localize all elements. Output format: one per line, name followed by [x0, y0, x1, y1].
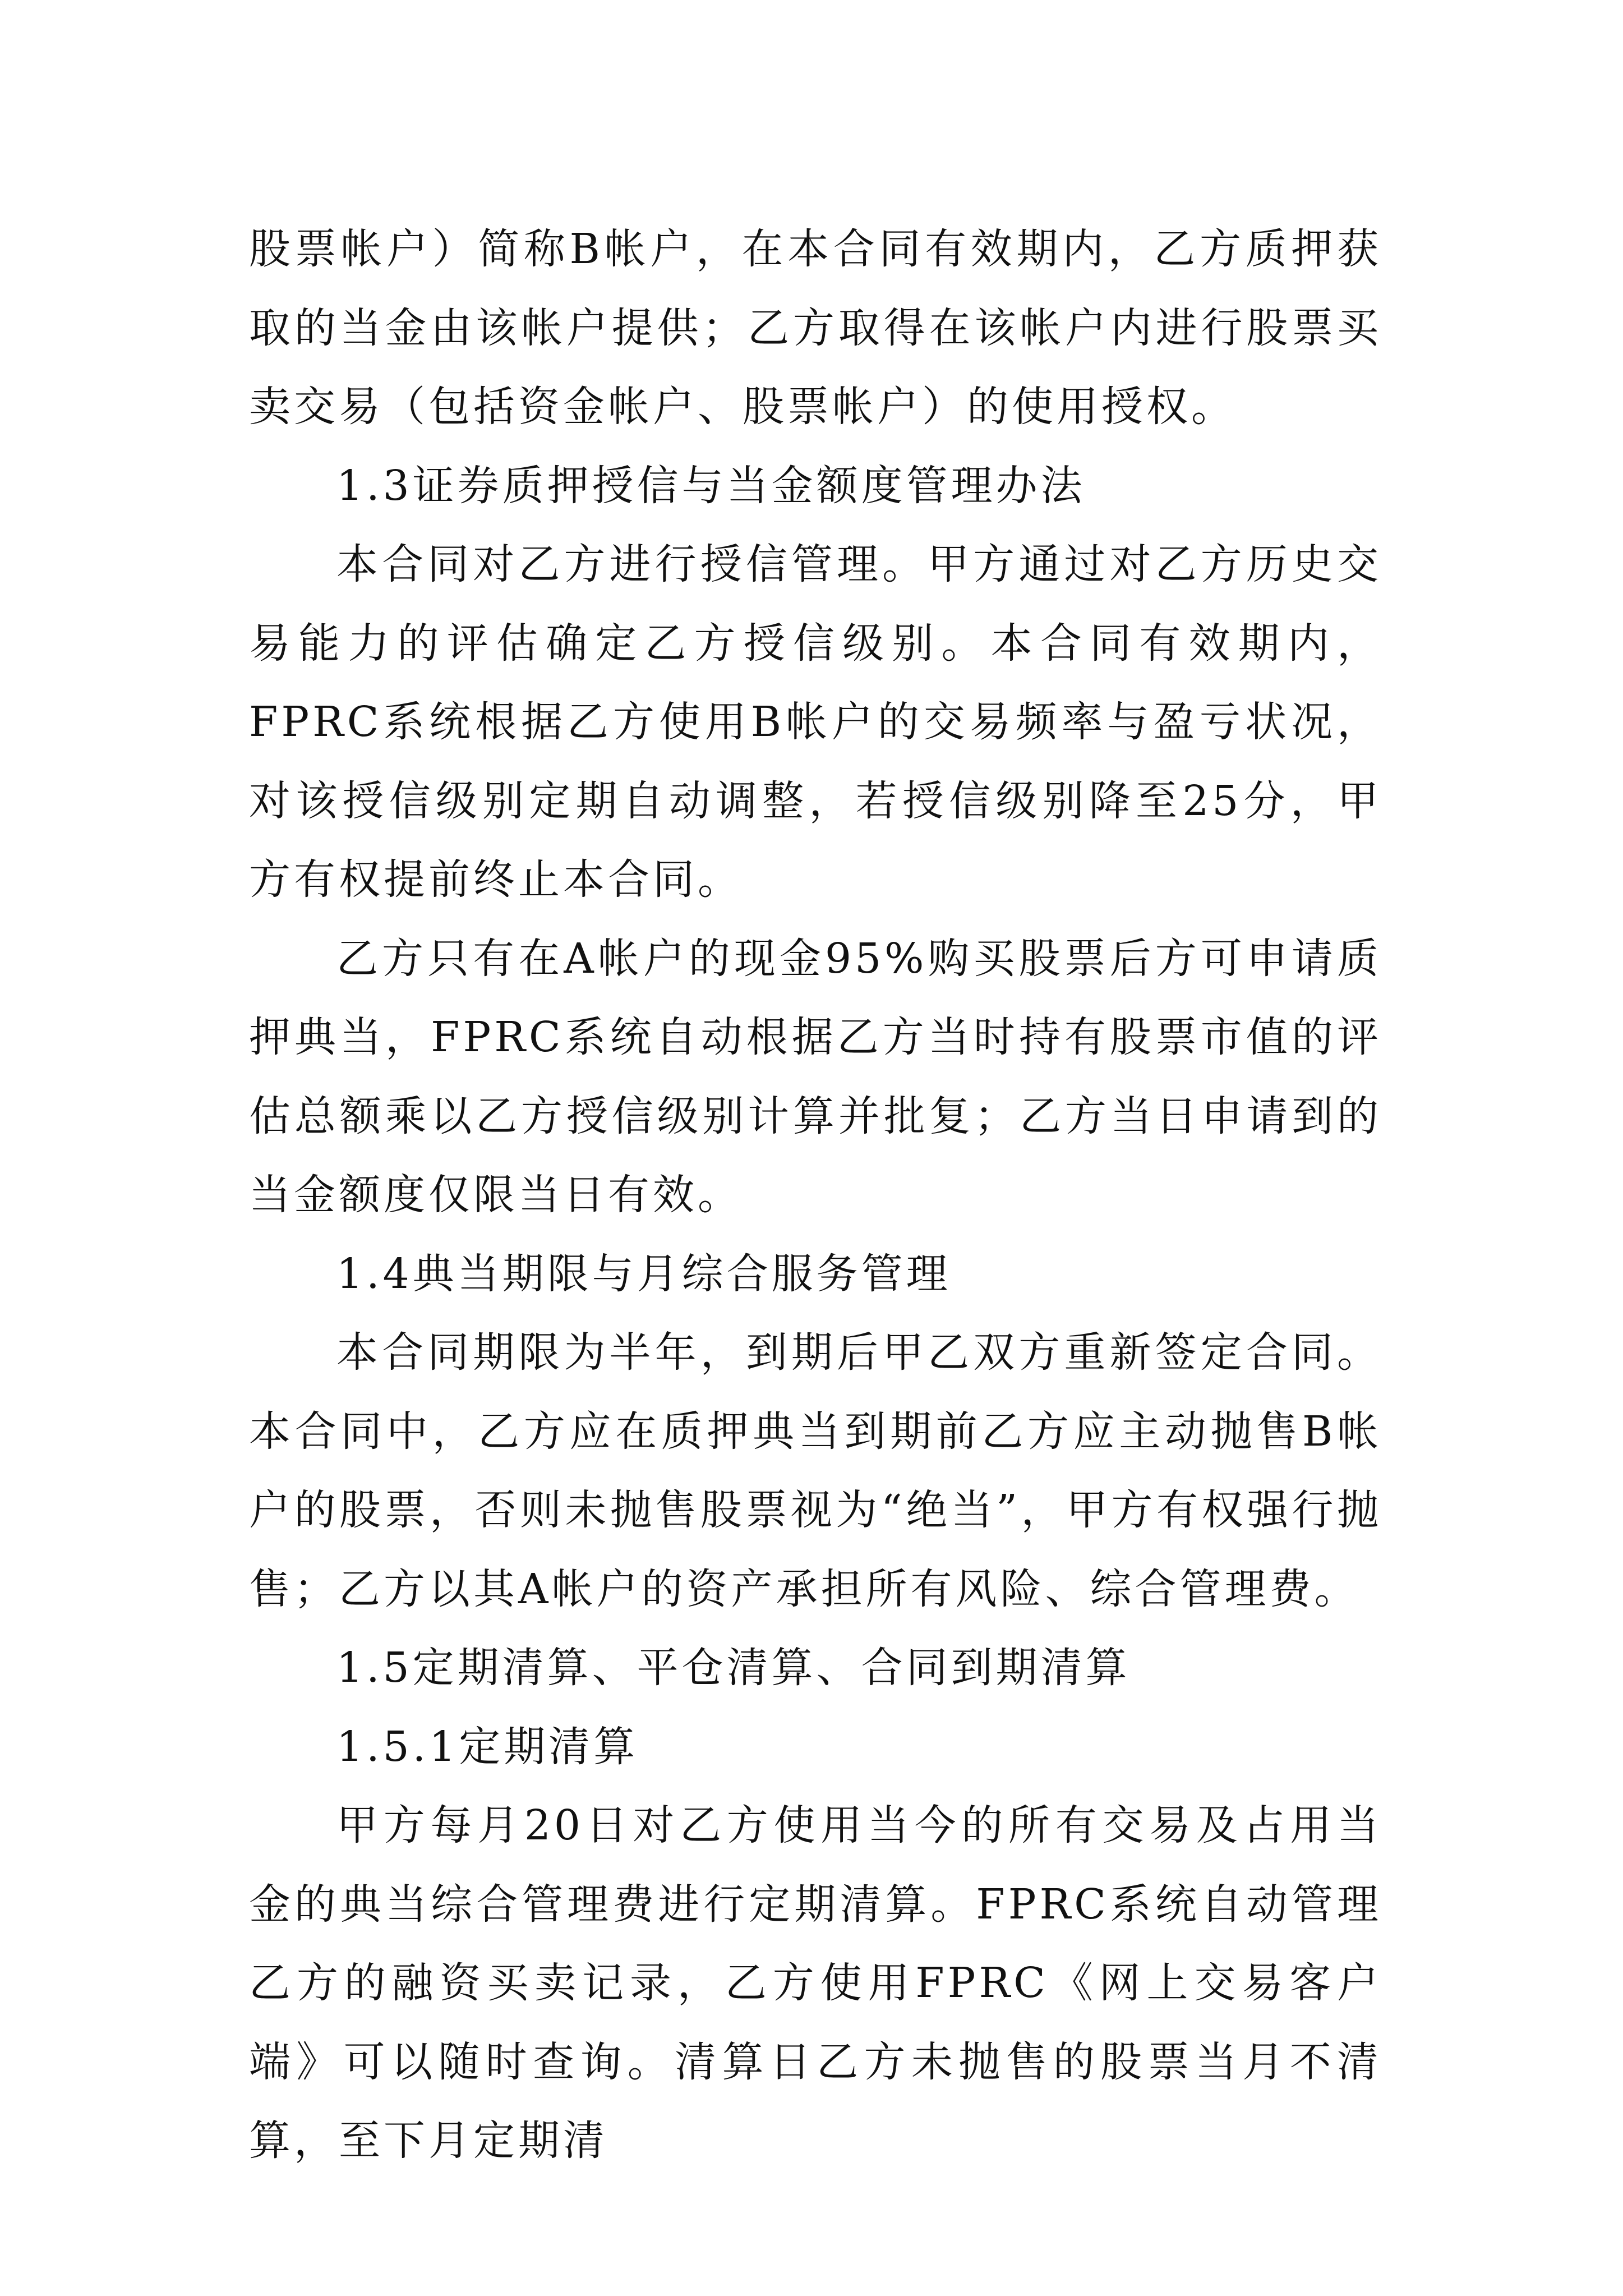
paragraph-account-b-continuation: 股票帐户）简称B帐户，在本合同有效期内，乙方质押获取的当金由该帐户提供；乙方取得在该帐户内进行股票买卖交易（包括资金帐户、股票帐户）的使用授权。 — [249, 225, 1382, 431]
paragraph-periodic-settlement: 甲方每月20日对乙方使用当今的所有交易及占用当金的典当综合管理费进行定期清算。FPRC系统自动管理乙方的融资买卖记录，乙方使用FPRC《网上交易客户端》可以随时查询。清算日乙方未抛售的股票当月不清算，至下月定期清 — [249, 1801, 1382, 2165]
document-body — [249, 210, 1382, 2180]
section-heading-1-3: 1.3证券质押授信与当金额度管理办法 — [336, 461, 1086, 510]
section-heading-1-5-1: 1.5.1定期清算 — [336, 1722, 639, 1771]
paragraph-contract-term: 本合同期限为半年，到期后甲乙双方重新签定合同。本合同中，乙方应在质押典当到期前乙方应主动抛售B帐户的股票，否则未抛售股票视为“绝当”，甲方有权强行抛售；乙方以其A帐户的资产承担所有风险、综合管理费。 — [249, 1328, 1382, 1613]
paragraph-credit-management: 本合同对乙方进行授信管理。甲方通过对乙方历史交易能力的评估确定乙方授信级别。本合同有效期内，FPRC系统根据乙方使用B帐户的交易频率与盈亏状况，对该授信级别定期自动调整，若授信级别降至25分，甲方有权提前终止本合同。 — [249, 540, 1382, 904]
paragraph-pledge-application: 乙方只有在A帐户的现金95%购买股票后方可申请质押典当，FPRC系统自动根据乙方当时持有股票市值的评估总额乘以乙方授信级别计算并批复；乙方当日申请到的当金额度仅限当日有效。 — [249, 934, 1382, 1219]
section-heading-1-5: 1.5定期清算、平仓清算、合同到期清算 — [336, 1644, 1131, 1692]
section-heading-1-4: 1.4典当期限与月综合服务管理 — [336, 1249, 951, 1298]
